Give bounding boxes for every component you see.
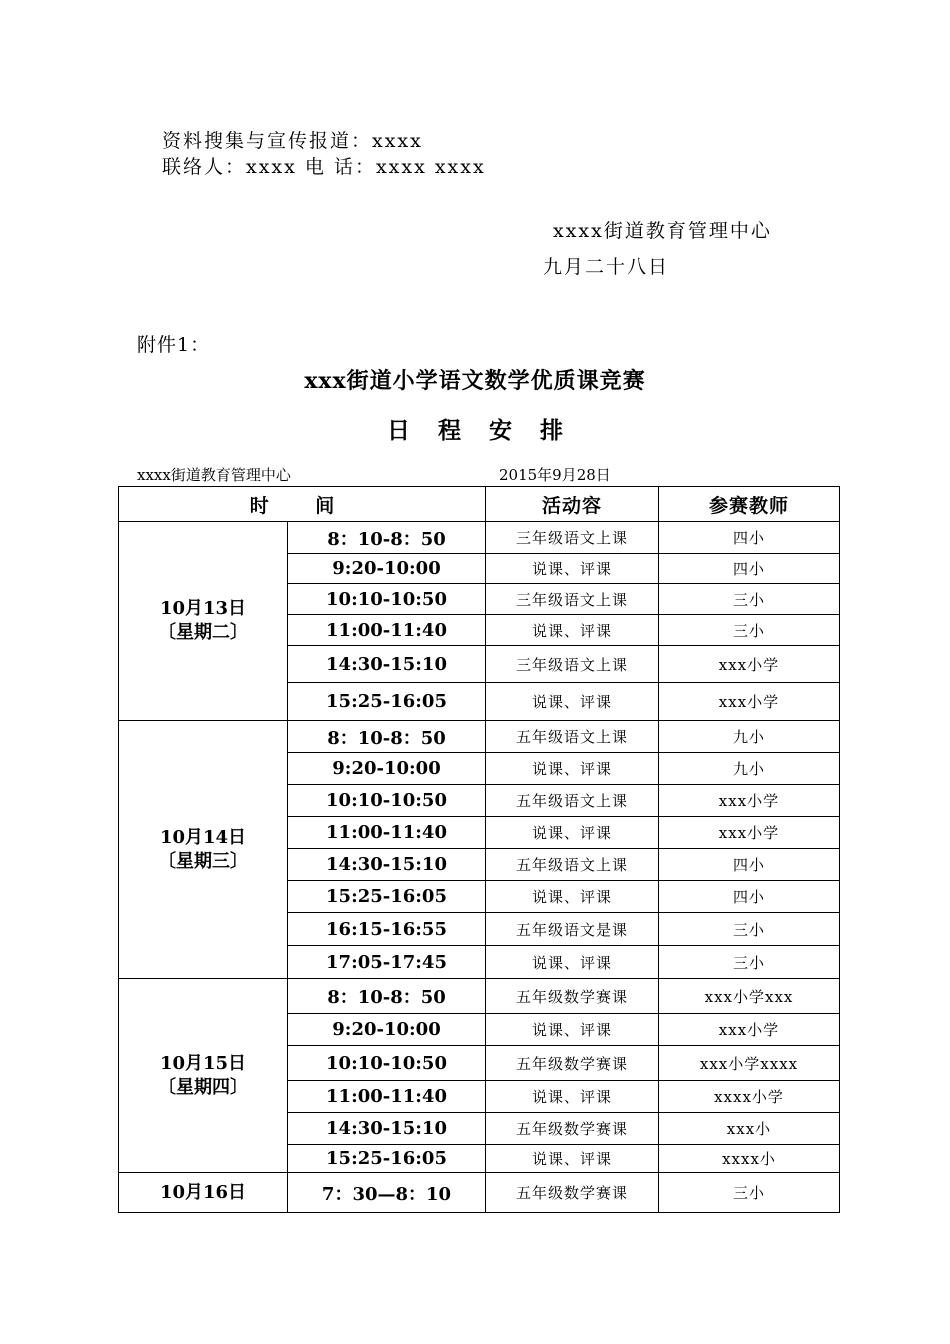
activity-cell: 五年级数学赛课 [486,979,659,1014]
attachment-label: 附件1： [137,334,211,356]
weekday-label: 〔星期四〕 [158,1076,248,1098]
time-cell: 17:05-17:45 [288,946,486,979]
teacher-cell: xxxx小 [659,1145,840,1173]
teacher-cell: 三小 [659,1173,840,1213]
activity-cell: 说课、评课 [486,1145,659,1173]
activity-cell: 五年级语文上课 [486,785,659,817]
time-cell: 8：10-8：50 [288,721,486,753]
date-cell [119,1173,288,1213]
teacher-cell: xxx小学 [659,817,840,849]
table-row [119,979,840,1014]
activity-cell: 三年级语文上课 [486,646,659,683]
weekday-label: 〔星期二〕 [158,622,248,643]
table-header-row [119,487,840,522]
table-row [119,1173,840,1213]
signature-org: xxxx街道教育管理中心 [553,220,772,242]
activity-cell: 说课、评课 [486,615,659,646]
date-cell [119,979,288,1173]
teacher-cell: xxx小学xxxx [659,1046,840,1081]
time-cell: 11:00-11:40 [288,817,486,849]
teacher-cell: 四小 [659,522,840,554]
activity-cell: 说课、评课 [486,1014,659,1046]
date-label: 10月13日 [159,598,247,619]
header-time: 时 间 [119,487,486,522]
teacher-cell: xxx小 [659,1113,840,1145]
teacher-cell: xxx小学 [659,683,840,721]
contact-person-line: 联络人：xxxx 电 话：xxxx xxxx [162,156,486,178]
header-activity: 活动容 [486,487,659,522]
activity-cell: 说课、评课 [486,881,659,913]
time-cell: 7：30—8：10 [288,1173,486,1213]
activity-cell: 说课、评课 [486,946,659,979]
time-cell: 10:10-10:50 [288,1046,486,1081]
header-teacher: 参赛教师 [659,487,840,522]
table-row [119,522,840,554]
time-cell: 10:10-10:50 [288,584,486,615]
document-title: xxx街道小学语文数学优质课竞赛 [304,368,646,394]
activity-cell: 五年级语文上课 [486,721,659,753]
activity-cell: 说课、评课 [486,817,659,849]
teacher-cell: xxx小学 [659,646,840,683]
teacher-cell: 三小 [659,615,840,646]
teacher-cell: xxx小学 [659,1014,840,1046]
date-label: 10月16日 [159,1181,247,1203]
time-cell: 15:25-16:05 [288,881,486,913]
time-cell: 16:15-16:55 [288,913,486,946]
time-cell: 11:00-11:40 [288,1081,486,1113]
teacher-cell: 三小 [659,913,840,946]
teacher-cell: 三小 [659,584,840,615]
time-cell: 9:20-10:00 [288,554,486,584]
teacher-cell: 四小 [659,849,840,881]
time-cell: 14:30-15:10 [288,1113,486,1145]
signature-date: 九月二十八日 [543,256,670,278]
material-contact-line: 资料搜集与宣传报道：xxxx [162,130,423,152]
date-label: 10月15日 [159,1052,247,1074]
time-cell: 14:30-15:10 [288,646,486,683]
teacher-cell: 三小 [659,946,840,979]
teacher-cell: xxx小学xxx [659,979,840,1014]
activity-cell: 五年级数学赛课 [486,1173,659,1213]
document-subtitle: 日程安排 [387,417,591,444]
time-cell: 9:20-10:00 [288,753,486,785]
activity-cell: 说课、评课 [486,683,659,721]
activity-cell: 五年级语文是课 [486,913,659,946]
time-cell: 8：10-8：50 [288,522,486,554]
time-cell: 14:30-15:10 [288,849,486,881]
weekday-label: 〔星期三〕 [158,850,248,872]
activity-cell: 五年级数学赛课 [486,1046,659,1081]
schedule-table [118,486,840,1213]
activity-cell: 三年级语文上课 [486,584,659,615]
teacher-cell: xxx小学 [659,785,840,817]
date-cell [119,522,288,721]
time-cell: 15:25-16:05 [288,683,486,721]
teacher-cell: 九小 [659,753,840,785]
time-cell: 15:25-16:05 [288,1145,486,1173]
activity-cell: 五年级数学赛课 [486,1113,659,1145]
date-cell [119,721,288,979]
time-cell: 11:00-11:40 [288,615,486,646]
meta-org: xxxx街道教育管理中心 [137,466,291,484]
time-cell: 8：10-8：50 [288,979,486,1014]
date-label: 10月14日 [159,826,247,848]
time-cell: 10:10-10:50 [288,785,486,817]
teacher-cell: 四小 [659,881,840,913]
teacher-cell: 四小 [659,554,840,584]
activity-cell: 说课、评课 [486,1081,659,1113]
table-row [119,721,840,753]
meta-date: 2015年9月28日 [499,466,611,484]
activity-cell: 三年级语文上课 [486,522,659,554]
activity-cell: 五年级语文上课 [486,849,659,881]
activity-cell: 说课、评课 [486,753,659,785]
teacher-cell: 九小 [659,721,840,753]
teacher-cell: xxxx小学 [659,1081,840,1113]
time-cell: 9:20-10:00 [288,1014,486,1046]
activity-cell: 说课、评课 [486,554,659,584]
